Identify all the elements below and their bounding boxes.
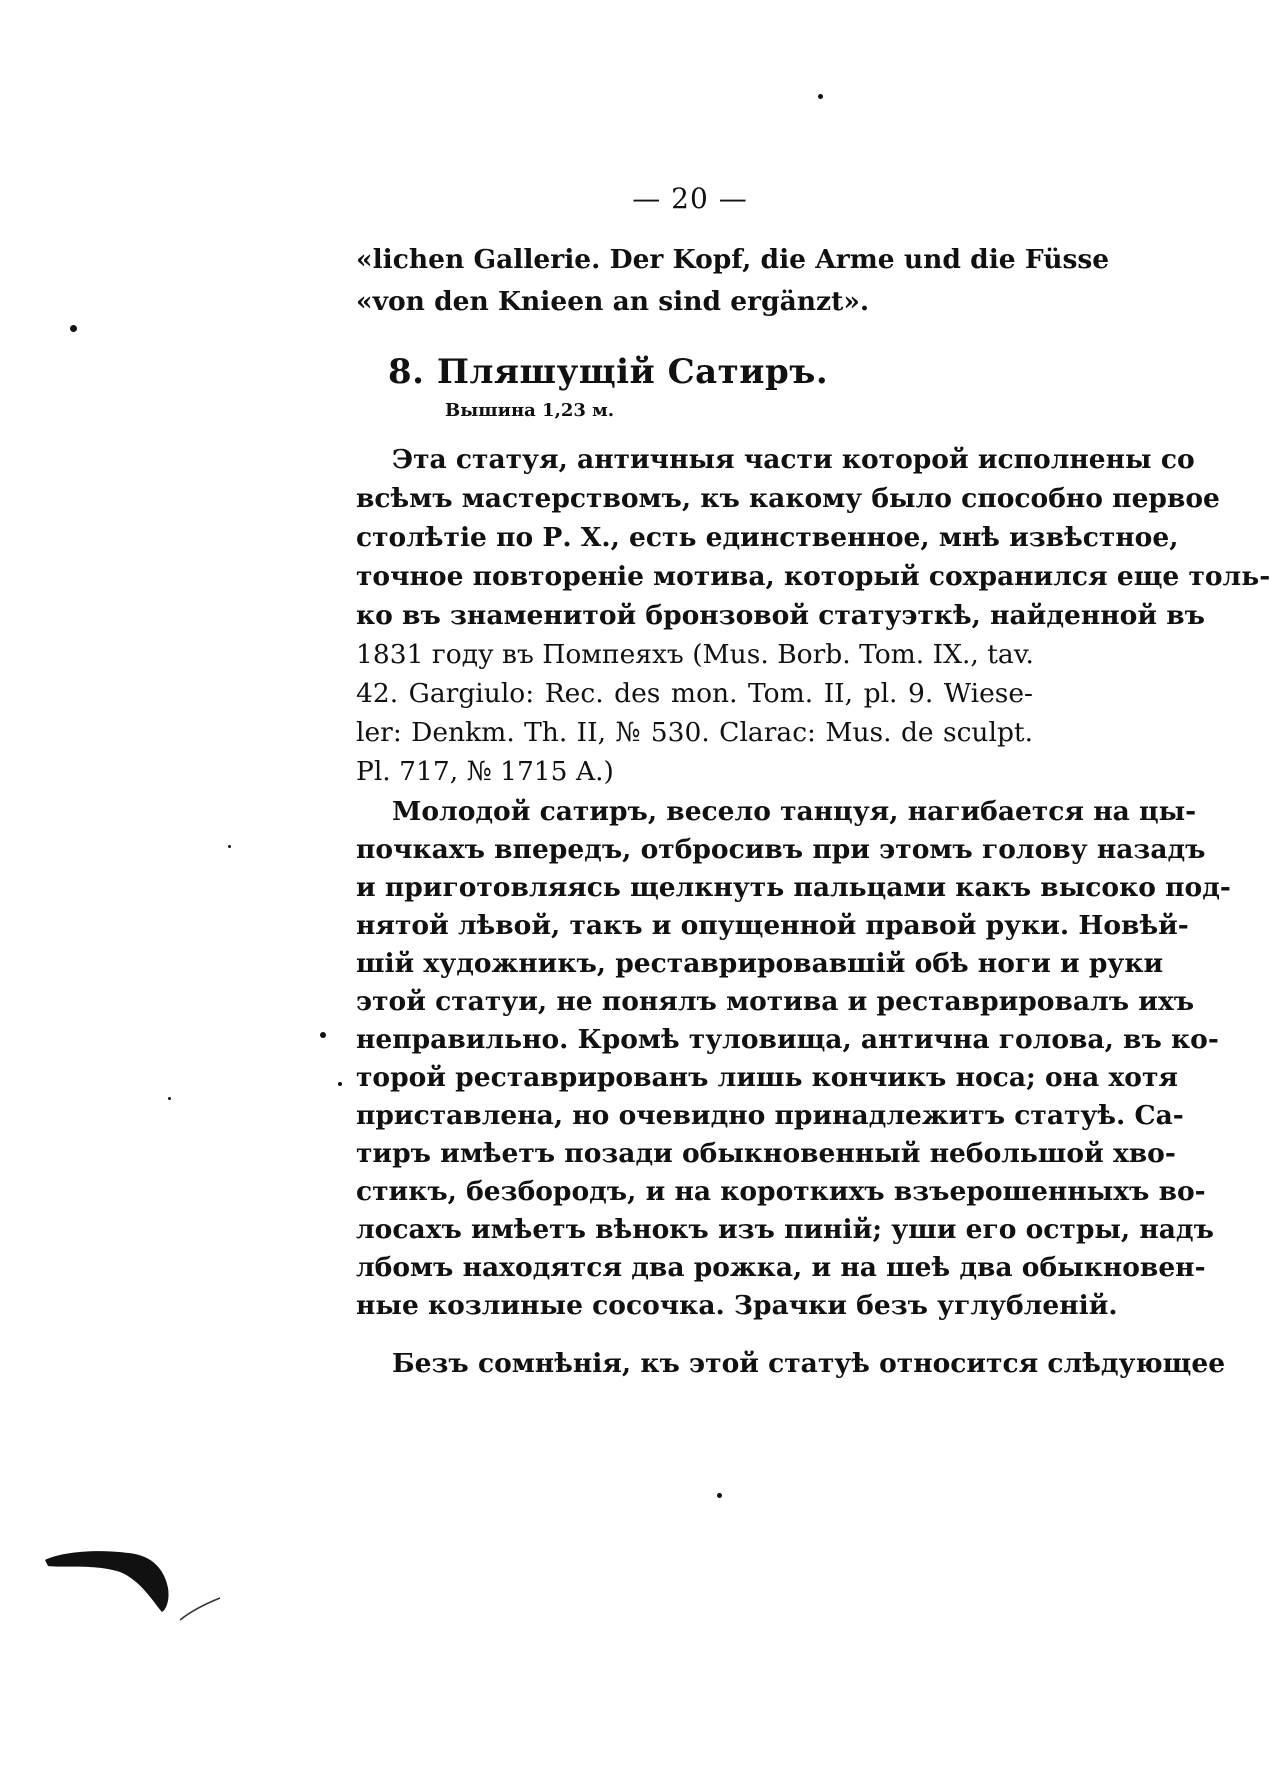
text-line: этой статуи, не понялъ мотива и реставрировалъ ихъ	[356, 986, 1195, 1017]
text-line: «von den Knieen an sind ergänzt».	[356, 286, 870, 317]
scan-speck	[818, 94, 823, 99]
text-line: тиръ имѣетъ позади обыкновенный небольшой хво-	[356, 1138, 1176, 1169]
text-line: почкахъ впередъ, отбросивъ при этомъ голову назадъ	[356, 834, 1206, 865]
text-line: «lichen Gallerie. Der Kopf, die Arme und die Füsse	[356, 244, 1110, 275]
text-line: столѣтіе по Р. Х., есть единственное, мнѣ извѣстное,	[356, 522, 1179, 553]
scan-speck	[338, 1082, 342, 1086]
text-line: ler: Denkm. Th. II, № 530. Clarac: Mus. de sculpt.	[356, 717, 1033, 748]
text-line: ко въ знаменитой бронзовой статуэткѣ, найденной въ	[356, 600, 1205, 631]
scan-speck	[228, 845, 231, 848]
section-subtitle: Вышина 1,23 м.	[445, 400, 615, 421]
text-line: лосахъ имѣетъ вѣнокъ изъ пиній; уши его остры, надъ	[356, 1214, 1214, 1245]
text-line: нятой лѣвой, такъ и опущенной правой руки. Новѣй-	[356, 910, 1189, 941]
section-title: 8. Пляшущій Сатиръ.	[388, 352, 829, 392]
text-line: неправильно. Кромѣ туловища, антична голова, въ ко-	[356, 1024, 1219, 1055]
text-line: Молодой сатиръ, весело танцуя, нагибается на цы-	[392, 796, 1197, 827]
text-line: шій художникъ, реставрировавшій обѣ ноги и руки	[356, 948, 1164, 979]
text-line: точное повтореніе мотива, который сохранился еще толь-	[356, 561, 1270, 592]
text-line: лбомъ находятся два рожка, и на шеѣ два обыкновен-	[356, 1252, 1206, 1283]
text-line: приставлена, но очевидно принадлежитъ статуѣ. Са-	[356, 1100, 1184, 1131]
text-line: всѣмъ мастерствомъ, къ какому было способно первое	[356, 483, 1220, 514]
text-line: Эта статуя, античныя части которой исполнены со	[392, 444, 1195, 475]
scan-speck	[70, 325, 77, 332]
scan-speck	[168, 1097, 171, 1100]
scan-speck	[717, 1493, 722, 1498]
text-line: торой реставрированъ лишь кончикъ носа; она хотя	[356, 1062, 1178, 1093]
ink-smudge	[40, 1540, 180, 1620]
text-line: ные козлиные сосочка. Зрачки безъ углубленій.	[356, 1290, 1118, 1321]
text-line: стикъ, безбородъ, и на короткихъ взъерошенныхъ во-	[356, 1176, 1206, 1207]
text-line: Pl. 717, № 1715 A.)	[356, 756, 614, 787]
text-line: и приготовляясь щелкнуть пальцами какъ высоко под-	[356, 872, 1231, 903]
scan-speck	[320, 1032, 326, 1038]
text-line: 42. Gargiulo: Rec. des mon. Tom. II, pl. 9. Wiese-	[356, 678, 1033, 709]
text-line: Безъ сомнѣнія, къ этой статуѣ относится слѣдующее	[392, 1348, 1226, 1379]
text-line: 1831 году въ Помпеяхъ (Mus. Borb. Tom. IX., tav.	[356, 639, 1034, 670]
page-number: — 20 —	[632, 182, 748, 215]
